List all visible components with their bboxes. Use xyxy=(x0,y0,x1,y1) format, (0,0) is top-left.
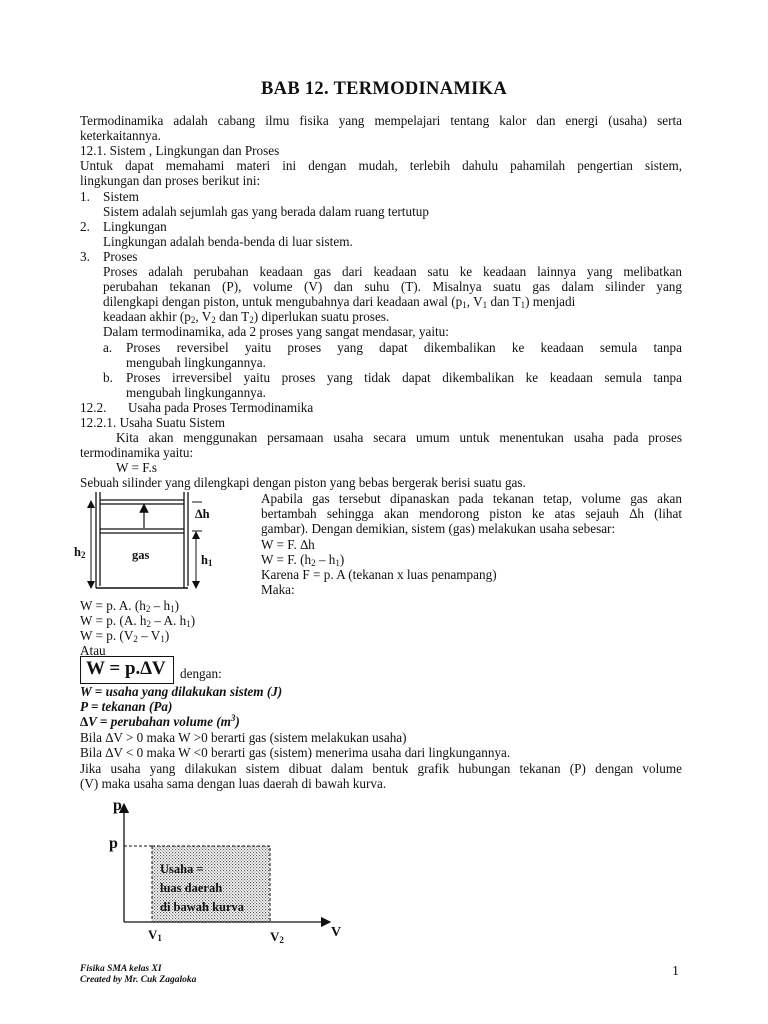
def-p: P = tekanan (Pa) xyxy=(80,699,173,714)
intro-line-2: keterkaitannya. xyxy=(80,128,161,143)
formula-w-pdv: W = p.∆V xyxy=(86,658,166,679)
cylinder-h1-label: $h_1$ xyxy=(201,553,213,568)
graph-y-axis-label: p xyxy=(113,797,122,814)
proses-line-1: Proses adalah perubahan keadaan gas dari keadaan satu ke keadaan lainnya yang melibatkan xyxy=(103,264,682,279)
item-a-line-1: Proses reversibel yaitu proses yang dapat dikembalikan ke keadaan semula tanpa xyxy=(126,340,682,355)
atau-label: Atau xyxy=(80,643,106,658)
derivation-2: W = p. (A. $h_2$ – A. $h_1$) xyxy=(80,613,196,629)
section-12-2-heading: Usaha pada Proses Termodinamika xyxy=(128,400,314,415)
def-dv: ∆V = perubahan volume $(m^3)$ xyxy=(80,713,240,729)
section-12-2-1-heading: 12.2.1. Usaha Suatu Sistem xyxy=(80,415,226,430)
item-a-line-2: mengubah lingkungannya. xyxy=(126,355,266,370)
page-title: BAB 12. TERMODINAMIKA xyxy=(261,79,507,99)
graph-intro-1: Jika usaha yang dilakukan sistem dibuat dalam bentuk grafik hubungan tekanan (P) dengan volume xyxy=(80,761,682,776)
item-1-number: 1. xyxy=(80,189,90,204)
right-text-7: Maka: xyxy=(261,582,295,597)
graph-v1-label: $V_1$ xyxy=(148,927,162,943)
right-text-5: W = F. $(h_2 - h_1)$ xyxy=(261,552,345,568)
bila-2: Bila ∆V < 0 maka W <0 berarti gas (sistem) menerima usaha dari lingkungannya. xyxy=(80,745,511,760)
right-text-4: W = F. ∆h xyxy=(261,537,315,552)
pv-graph xyxy=(100,798,340,938)
right-text-2: bertambah sehingga akan mendorong piston ke atas sejauh ∆h (lihat xyxy=(261,506,682,521)
item-3-label: Proses xyxy=(103,249,138,264)
proses-line-4: keadaan akhir ($p_2$, $V_2$ dan $T_2$) diperlukan suatu proses. xyxy=(103,309,390,325)
graph-intro-2: (V) maka usaha sama dengan luas daerah di bawah kurva. xyxy=(80,776,387,791)
item-1-label: Sistem xyxy=(103,189,139,204)
intro-line-1: Termodinamika adalah cabang ilmu fisika yang mempelajari tentang kalor dan energi (usaha) serta xyxy=(80,113,682,128)
bila-1: Bila ∆V > 0 maka W >0 berarti gas (sistem melakukan usaha) xyxy=(80,730,407,745)
proses-line-3: dilengkapi dengan piston, untuk mengubahnya dari keadaan awal ($p_1$, $V_1$ dan $T_1$) menjadi xyxy=(103,294,576,310)
proses-line-2: perubahan tekanan (P), volume (V) dan suhu (T). Misalnya suatu gas dalam silinder yang xyxy=(103,279,682,294)
item-b-number: b. xyxy=(103,370,113,385)
footer-author: Created by Mr. Cuk Zagaloka xyxy=(80,975,197,985)
proses-line-5: Dalam termodinamika, ada 2 proses yang sangat mendasar, yaitu: xyxy=(103,324,449,339)
item-2-desc: Lingkungan adalah benda-benda di luar sistem. xyxy=(103,234,353,249)
graph-x-axis-label: V xyxy=(331,925,342,940)
footer-course: Fisika SMA kelas XI xyxy=(80,964,162,974)
page-number: 1 xyxy=(672,964,679,979)
item-2-number: 2. xyxy=(80,219,90,234)
derivation-1: W = p. A. $(h_2 - h_1)$ xyxy=(80,598,179,614)
cylinder-intro: Sebuah silinder yang dilengkapi dengan piston yang bebas bergerak berisi suatu gas. xyxy=(80,475,526,490)
cylinder-dh-label: ∆h xyxy=(195,507,210,521)
section-12-1-p1: Untuk dapat memahami materi ini dengan mudah, terlebih dahulu pahamilah pengertian sistem, xyxy=(80,158,682,173)
item-1-desc: Sistem adalah sejumlah gas yang berada dalam ruang tertutup xyxy=(103,204,429,219)
cylinder-gas-label: gas xyxy=(132,548,150,562)
derivation-3: W = p. $(V_2 - V_1)$ xyxy=(80,628,170,644)
dengan-label: dengan: xyxy=(180,666,222,681)
def-w: W = usaha yang dilakukan sistem (J) xyxy=(80,684,283,699)
right-text-3: gambar). Dengan demikian, sistem (gas) melakukan usaha sebesar: xyxy=(261,521,616,536)
section-12-2-number: 12.2. xyxy=(80,400,107,415)
item-b-line-1: Proses irreversibel yaitu proses yang tidak dapat dikembalikan ke keadaan semula tanpa xyxy=(126,370,682,385)
area-label-3: di bawah kurva xyxy=(160,900,245,914)
cylinder-h2-label: $h_2$ xyxy=(74,545,86,560)
cylinder-diagram xyxy=(72,488,248,598)
item-b-line-2: mengubah lingkungannya. xyxy=(126,385,266,400)
item-a-number: a. xyxy=(103,340,113,355)
section-12-1-heading: 12.1. Sistem , Lingkungan dan Proses xyxy=(80,143,280,158)
area-label-1: Usaha = xyxy=(160,862,204,876)
formula-ws: W = F.s xyxy=(116,460,157,475)
item-2-label: Lingkungan xyxy=(103,219,167,234)
area-label-2: luas daerah xyxy=(160,881,223,895)
graph-p-level-label: p xyxy=(109,835,118,852)
usaha-p2: termodinamika yaitu: xyxy=(80,445,194,460)
item-3-number: 3. xyxy=(80,249,90,264)
right-text-6: Karena F = p. A (tekanan x luas penampang) xyxy=(261,567,497,582)
usaha-p1: Kita akan menggunakan persamaan usaha secara umum untuk menentukan usaha pada proses xyxy=(116,430,682,445)
section-12-1-p2: lingkungan dan proses berikut ini: xyxy=(80,173,261,188)
right-text-1: Apabila gas tersebut dipanaskan pada tekanan tetap, volume gas akan xyxy=(261,491,682,506)
graph-v2-label: $V_2$ xyxy=(270,929,284,945)
